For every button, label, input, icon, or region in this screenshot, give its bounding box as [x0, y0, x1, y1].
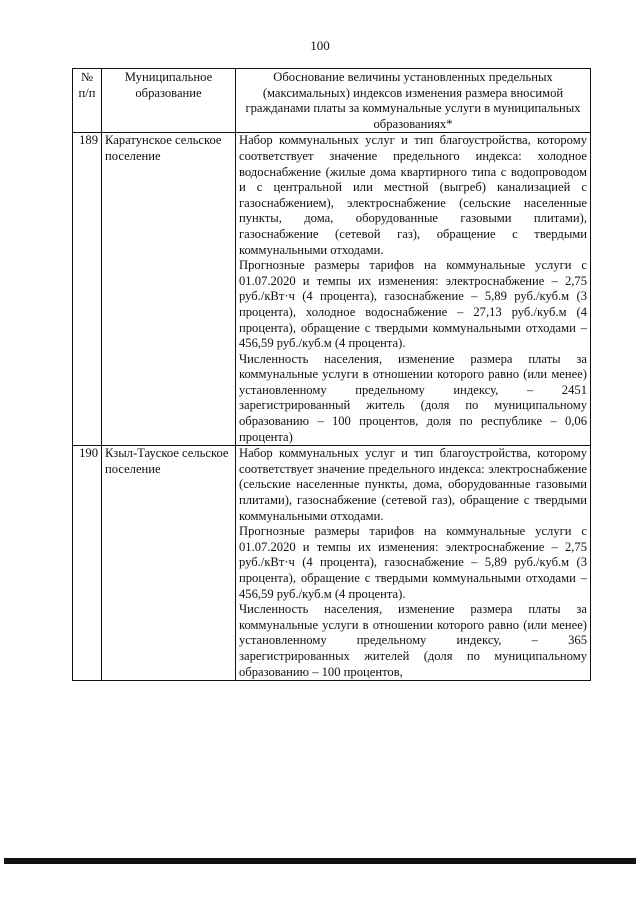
justification-cell — [236, 133, 591, 446]
scan-edge-line — [4, 858, 636, 864]
municipality-name: Кзыл-Тауское сельское поселение — [102, 446, 236, 681]
tariffs-paragraph: Прогнозные размеры тарифов на коммунальные услуги с 01.07.2020 и темпы их изменения: электроснабжение – 2,75 руб./кВт·ч (4 процента), газоснабжение – 5,89 руб./куб.м (3 процента), холодное водоснабжение – 27,13 руб./куб.м (4 процента), обращение с твердыми коммунальными отходами – 456,59 руб./куб.м (4 процента). — [239, 258, 587, 351]
justification-cell — [236, 446, 591, 681]
header-num: № п/п — [73, 69, 102, 133]
population-paragraph: Численность населения, изменение размера платы за коммунальные услуги в отношении которого равно (или менее) установленному предельному индексу, – 2451 зарегистрированный житель (доля по муниципальному образованию – 100 процентов, доля по республике – 0,06 процента) — [239, 351, 587, 444]
services-paragraph: Набор коммунальных услуг и тип благоустройства, которому соответствует значение предельного индекса: электроснабжение (сельские населенные пункты, дома, оборудованные газовыми плитами), газоснабжение (сетевой газ), обращение с твердыми коммунальными отходами. — [239, 446, 587, 523]
municipal-index-table — [72, 68, 591, 681]
row-number: 190 — [73, 446, 102, 681]
table-header-row — [73, 69, 591, 133]
services-paragraph: Набор коммунальных услуг и тип благоустройства, которому соответствует значение предельного индекса: холодное водоснабжение (жилые дома квартирного типа с водопроводом и с центральной или местной (выгреб) канализацией с газоснабжением), электроснабжение (сельские населенные пункты, дома, оборудованные газовыми плитами), газоснабжение (сетевой газ), обращение с твердыми коммунальными отходами. — [239, 133, 587, 257]
municipality-name: Каратунское сельское поселение — [102, 133, 236, 446]
table-row — [73, 133, 591, 446]
population-paragraph: Численность населения, изменение размера платы за коммунальные услуги в отношении которого равно (или менее) установленному предельному индексу, – 365 зарегистрированных жителей (доля по муниципальному образованию – 100 процентов, — [239, 602, 587, 679]
tariffs-paragraph: Прогнозные размеры тарифов на коммунальные услуги с 01.07.2020 и темпы их изменения: электроснабжение – 2,75 руб./кВт·ч (4 процента), газоснабжение – 5,89 руб./куб.м (3 процента), обращение с твердыми коммунальными отходами – 456,59 руб./куб.м (4 процента). — [239, 524, 587, 601]
header-justification: Обоснование величины установленных предельных (максимальных) индексов изменения размера вносимой гражданами платы за коммунальные услуги в муниципальных образованиях* — [236, 69, 591, 133]
row-number: 189 — [73, 133, 102, 446]
table-row — [73, 446, 591, 681]
page-number: 100 — [310, 38, 330, 53]
header-municipality: Муниципальное образование — [102, 69, 236, 133]
